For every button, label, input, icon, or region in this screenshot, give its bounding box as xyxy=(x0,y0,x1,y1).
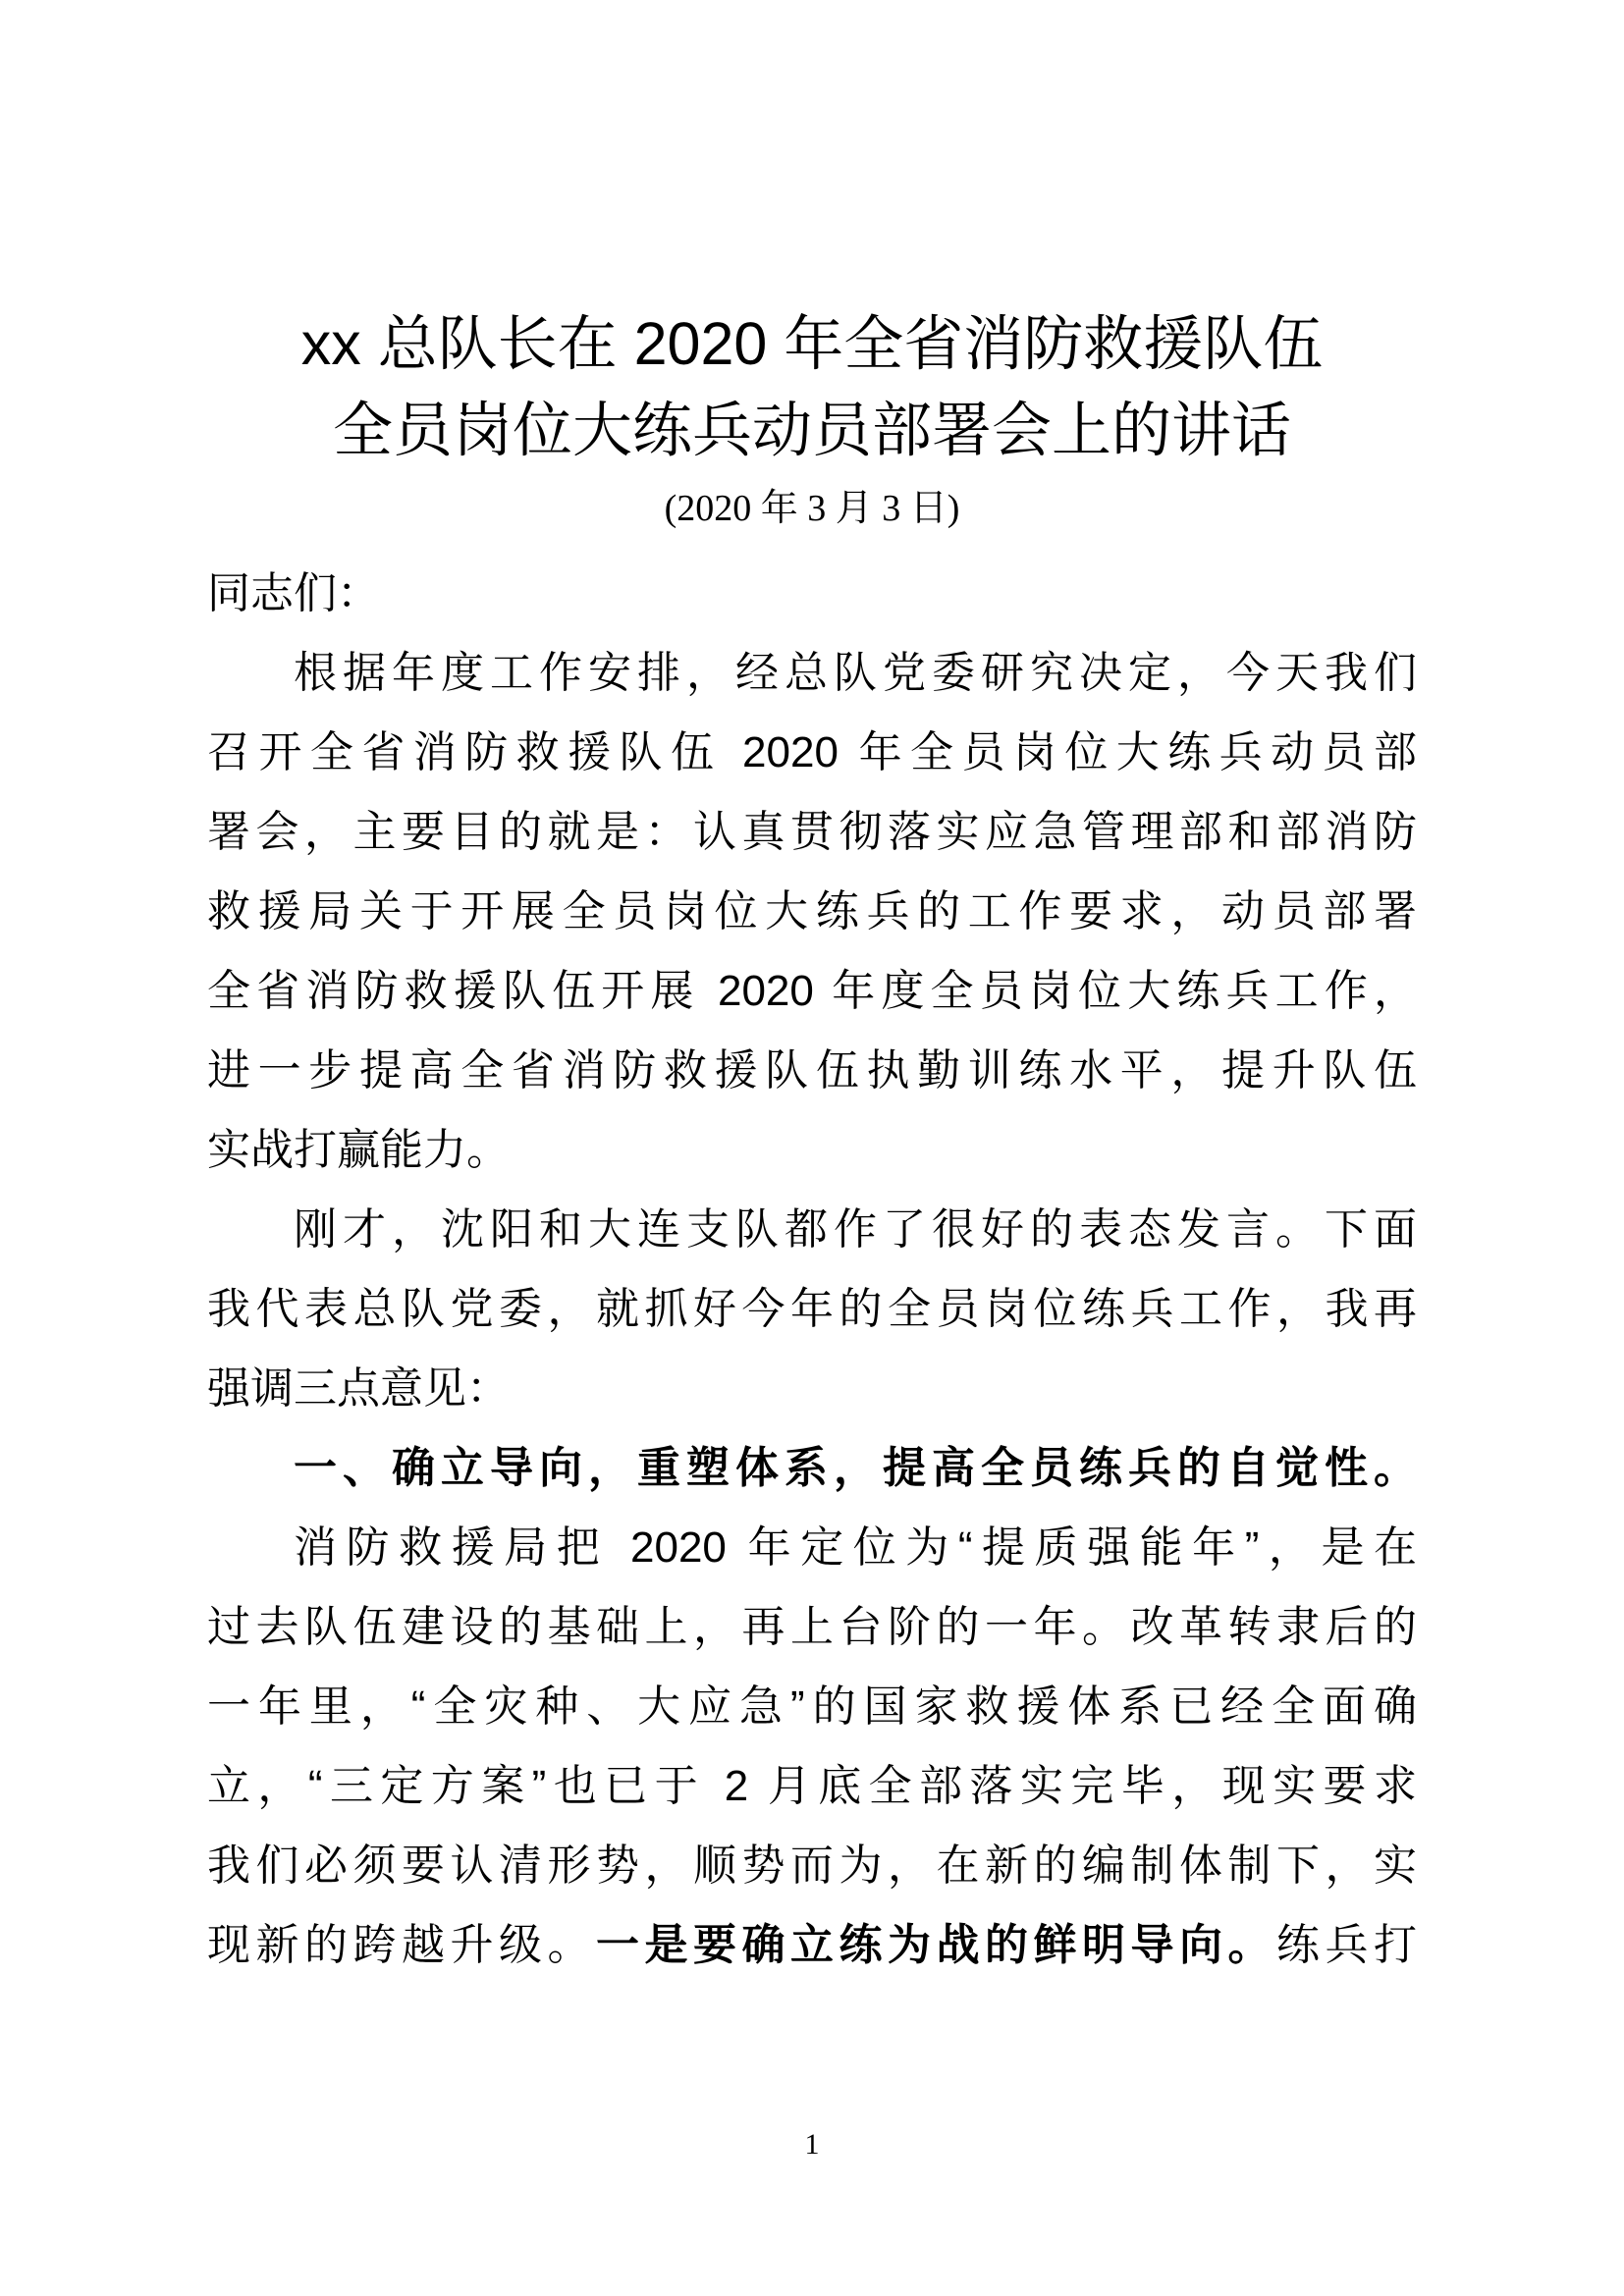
document-body xyxy=(207,554,1417,1985)
body-text-segment: 立，“三定方案”也已于 2 月底全部落实完毕，现实要求 xyxy=(207,1762,1417,1810)
body-line xyxy=(207,1667,1417,1746)
body-line xyxy=(207,792,1417,872)
body-text-segment: 我们必须要认清形势，顺势而为，在新的编制体制下，实 xyxy=(207,1842,1417,1890)
body-line xyxy=(207,872,1417,951)
body-line xyxy=(207,1508,1417,1587)
body-text-segment: 同志们： xyxy=(207,569,380,617)
document-date: (2020 年 3 月 3 日) xyxy=(664,488,960,529)
page-number: 1 xyxy=(804,2128,820,2161)
body-text-segment: 署会，主要目的就是：认真贯彻落实应急管理部和部消防 xyxy=(207,808,1417,856)
body-line xyxy=(207,713,1417,792)
body-line xyxy=(207,633,1417,713)
body-line xyxy=(207,1826,1417,1905)
body-bold-text: 一是要确立练为战的鲜明导向。 xyxy=(596,1921,1276,1969)
body-text-segment: 强调三点意见： xyxy=(207,1364,510,1413)
body-text-segment: 实战打赢能力。 xyxy=(207,1126,510,1174)
body-line xyxy=(207,1587,1417,1667)
body-bold-text: 一、确立导向，重塑体系，提高全员练兵的自觉性。 xyxy=(294,1444,1417,1492)
body-text-segment: 我代表总队党委，就抓好今年的全员岗位练兵工作，我再 xyxy=(207,1285,1417,1333)
body-line xyxy=(207,1031,1417,1110)
document-title xyxy=(207,300,1417,473)
title-line-2: 全员岗位大练兵动员部署会上的讲话 xyxy=(332,397,1291,463)
body-text-segment: 一年里，“全灾种、大应急”的国家救援体系已经全面确 xyxy=(207,1682,1417,1731)
document-content xyxy=(207,0,1417,1985)
body-text-segment: 练兵打 xyxy=(1276,1921,1417,1969)
body-line xyxy=(207,1110,1417,1190)
body-line xyxy=(207,1746,1417,1826)
body-line xyxy=(207,1190,1417,1269)
body-text-segment: 根据年度工作安排，经总队党委研究决定，今天我们 xyxy=(294,649,1417,697)
body-text-segment: 召开全省消防救援队伍 2020 年全员岗位大练兵动员部 xyxy=(207,728,1417,776)
body-text-segment: 现新的跨越升级。 xyxy=(207,1921,596,1969)
body-text-segment: 消防救援局把 2020 年定位为“提质强能年”，是在 xyxy=(294,1523,1417,1572)
body-line xyxy=(207,554,1417,633)
body-text-segment: 进一步提高全省消防救援队伍执勤训练水平，提升队伍 xyxy=(207,1046,1417,1095)
body-line xyxy=(207,1428,1417,1508)
body-line xyxy=(207,951,1417,1031)
body-text-segment: 过去队伍建设的基础上，再上台阶的一年。改革转隶后的 xyxy=(207,1603,1417,1651)
body-line xyxy=(207,1349,1417,1428)
body-line xyxy=(207,1269,1417,1349)
body-line xyxy=(207,1905,1417,1985)
body-text-segment: 刚才，沈阳和大连支队都作了很好的表态发言。下面 xyxy=(294,1205,1417,1254)
body-text-segment: 救援局关于开展全员岗位大练兵的工作要求，动员部署 xyxy=(207,887,1417,935)
title-line-1: xx 总队长在 2020 年全省消防救援队伍 xyxy=(300,310,1324,377)
body-text-segment: 全省消防救援队伍开展 2020 年度全员岗位大练兵工作， xyxy=(207,967,1417,1015)
